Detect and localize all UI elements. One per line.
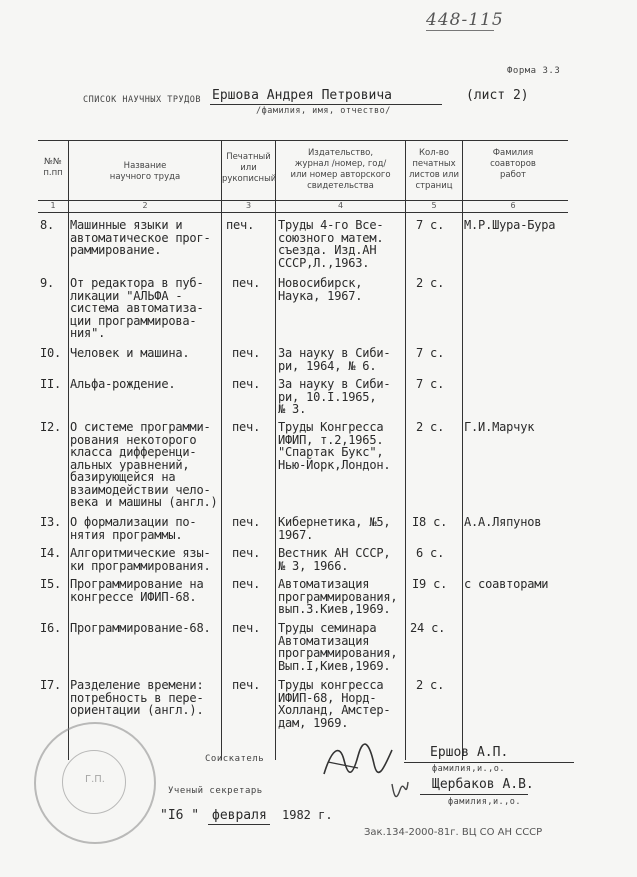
colnum-4: 4 [337,201,344,210]
author-subtitle: /фамилия, имя, отчество/ [256,106,391,116]
row-type: печ. [232,621,261,635]
col-divider-5 [462,140,463,760]
official-stamp [34,722,156,844]
header-coauthors: Фамилия соавторов работ [490,148,536,180]
row-publisher: Труды 4-го Все- союзного матем. съезда. Изд.АН СССР,Л.,1963. [278,218,384,270]
row-pages: 6 с. [416,546,445,560]
row-type: печ. [232,577,261,591]
author-name: Ершова Андрея Петровича [212,88,393,103]
signature-secretary [386,776,414,808]
row-publisher: Новосибирск, Наука, 1967. [278,276,363,303]
table-colnum-line [38,212,568,213]
row-type: печ. [232,678,261,692]
row-title: Программирование на конгрессе ИФИП-68. [70,577,204,604]
archive-number: 448-115 [426,10,504,30]
row-coauthors: А.А.Ляпунов [464,515,542,529]
row-pages: 24 с. [410,621,446,635]
col-divider-2 [221,140,222,760]
row-publisher: Труды Конгресса ИФИП, т.2,1965. "Спартак Букс", Нью-Йорк,Лондон. [278,420,391,472]
colnum-6: 6 [510,201,516,210]
row-pages: I8 с. [412,515,448,529]
print-note: Зак.134-2000-81г. ВЦ СО АН СССР [364,827,543,838]
row-type: печ. [232,515,261,529]
header-title: Название научного труда [109,161,181,182]
header-number: №№ п.пп [43,157,63,178]
row-pages: I9 с. [412,577,448,591]
row-type: печ. [232,546,261,560]
stamp-text: Г.П. [85,774,105,785]
colnum-1: 1 [50,201,56,210]
row-pages: 7 с. [416,377,445,391]
row-title: Машинные языки и автоматическое прог- раммирование. [70,218,211,257]
row-number: 8. [40,218,55,232]
form-label: Форма 3.3 [507,66,561,76]
date-year: 1982 г. [282,808,333,822]
author-underline [210,104,442,105]
row-pages: 2 с. [416,276,445,290]
row-coauthors: с соавторами [464,577,549,591]
row-number: II. [40,377,62,391]
row-type: печ. [232,276,261,290]
row-type: печ. [232,420,261,434]
secretary-label: Ученый секретарь [168,786,263,796]
row-coauthors: М.Р.Шура-Бура [464,218,556,232]
row-type: печ. [226,218,255,232]
colnum-3: 3 [245,201,252,210]
sheet-number: (лист 2) [466,88,529,103]
row-pages: 2 с. [416,678,445,692]
row-number: I3. [40,515,62,529]
row-title: О формализации по- нятия программы. [70,515,197,542]
row-number: I4. [40,546,62,560]
row-number: I7. [40,678,62,692]
date-day: "I6 " [160,808,200,823]
header-pages: Кол-во печатных листов или страниц [409,148,459,191]
archive-underline [426,30,494,31]
row-coauthors: Г.И.Марчук [464,420,535,434]
row-title: Программирование-68. [70,621,211,635]
colnum-5: 5 [431,201,437,210]
row-publisher: Кибернетика, №5, 1967. [278,515,391,542]
list-title: СПИСОК НАУЧНЫХ ТРУДОВ [83,95,201,105]
row-pages: 2 с. [416,420,445,434]
row-number: I2. [40,420,62,434]
applicant-name: Ершов А.П. [430,745,509,760]
table-top-line [38,140,568,141]
row-number: I6. [40,621,62,635]
row-number: I5. [40,577,62,591]
col-divider-4 [405,140,406,760]
col-divider-1 [68,140,69,760]
row-title: Альфа-рождение. [70,377,176,391]
row-publisher: Труды конгресса ИФИП-68, Норд- Холланд, Амстер- дам, 1969. [278,678,391,730]
row-title: Человек и машина. [70,346,190,360]
secretary-name: Щербаков А.В. [432,777,534,792]
colnum-2: 2 [142,201,148,210]
applicant-line [404,762,574,763]
row-pages: 7 с. [416,346,445,360]
applicant-label: Соискатель [205,754,265,764]
row-publisher: Автоматизация программирования, вып.3.Киев,1969. [278,577,398,616]
date-month-line [208,824,270,825]
row-title: Разделение времени: потребность в пере- ориентации (англ.). [70,678,204,717]
row-publisher: Вестник АН СССР, № 3, 1966. [278,546,391,573]
secretary-hint: фамилия,и.,о. [448,797,522,807]
header-type: Печатный или рукописный [222,152,277,184]
date-month: февраля [212,808,267,823]
row-publisher: За науку в Сиби- ри, 10.I.1965, № 3. [278,377,391,416]
row-type: печ. [232,346,261,360]
row-title: От редактора в пуб- ликации "АЛЬФА - система автоматиза- ции программирова- ния". [70,276,204,340]
header-publisher: Издательство, журнал /номер, год/ или номер авторского свидетельства [290,148,391,191]
secretary-line [420,794,528,795]
row-number: I0. [40,346,62,360]
row-title: Алгоритмические язы- ки программирования. [70,546,211,573]
row-publisher: Труды семинара Автоматизация программирования, Вып.I,Киев,1969. [278,621,398,673]
col-divider-3 [275,140,276,760]
applicant-hint: фамилия,и.,о. [432,764,506,774]
row-title: О системе программи- рования некоторого класса дифференци- альных уравнений, базирующейся на взаимодействии чело- века и машины (англ.) [70,420,218,509]
row-publisher: За науку в Сиби- ри, 1964, № 6. [278,346,391,373]
row-pages: 7 с. [416,218,445,232]
row-number: 9. [40,276,55,290]
row-type: печ. [232,377,261,391]
